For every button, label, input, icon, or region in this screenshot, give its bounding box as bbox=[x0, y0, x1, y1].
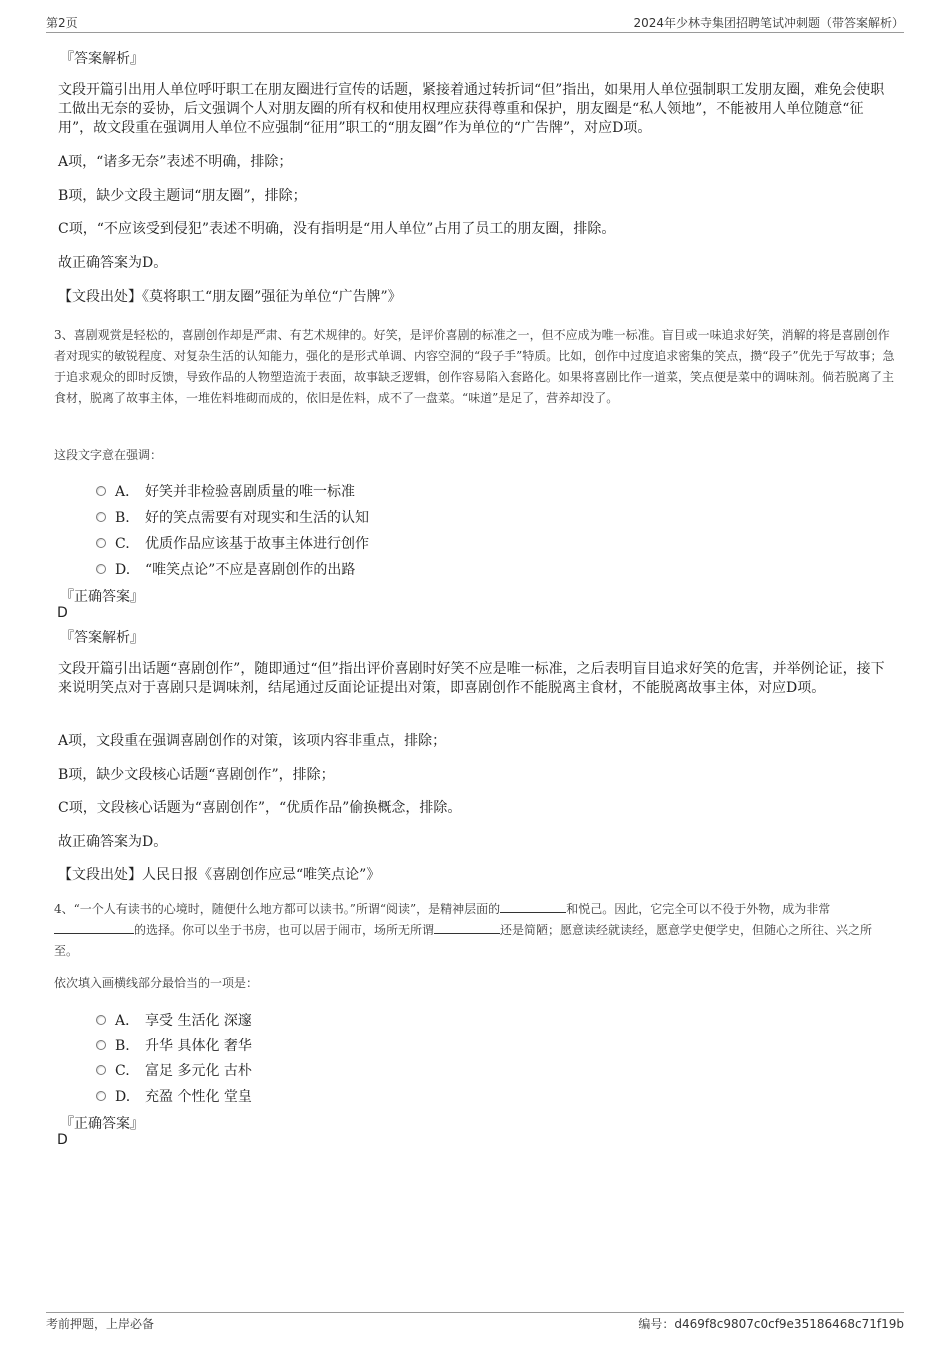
q2-option-b-analysis: B项，缺少文段主题词“朋友圈”，排除； bbox=[58, 188, 307, 204]
page-number: 第2页 bbox=[46, 16, 78, 30]
q4-passage-part2: 和悦己。因此，它完全可以不役于外物，成为非常 bbox=[566, 902, 831, 916]
option-letter: A． bbox=[115, 1013, 140, 1029]
fill-blank-3 bbox=[434, 921, 500, 934]
option-letter: D. bbox=[115, 1089, 131, 1105]
radio-icon[interactable] bbox=[96, 538, 106, 548]
q3-source: 【文段出处】人民日报《喜剧创作应忌“唯笑点论”》 bbox=[58, 867, 381, 883]
radio-icon[interactable] bbox=[96, 1040, 106, 1050]
q3-passage: 3、喜剧观赏是轻松的，喜剧创作却是严肃、有艺术规律的。好笑，是评价喜剧的标准之一，但不应成为唯一标准。盲目或一味追求好笑，消解的将是喜剧创作者对现实的敏锐程度、对复杂生活的认知能力，强化的是形式单调、内容空洞的“段子手”特质。比如，创作中过度追求密集的笑点，攒“段子”优先于写故事；急于追求观众的即时反馈，导致作品的人物塑造流于表面，故事缺乏逻辑，创作容易陷入套路化。如果将喜剧比作一道菜，笑点便是菜中的调味剂。倘若脱离了主食材，脱离了故事主体，一堆佐料堆砌而成的，依旧是佐料，成不了一盘菜。“味道”是足了，营养却没了。 bbox=[54, 328, 895, 405]
radio-icon[interactable] bbox=[96, 1065, 106, 1075]
q3-analysis-text: 文段开篇引出话题“喜剧创作”，随即通过“但”指出评价喜剧时好笑不应是唯一标准，之后表明盲目追求好笑的危害，并举例论证，接下来说明笑点对于喜剧只是调味剂，结尾通过反面论证提出对策，即喜剧创作不能脱离主食材，不能脱离故事主体，对应D项。 bbox=[58, 661, 885, 696]
q4-option-c[interactable] bbox=[96, 1060, 252, 1080]
q4-prompt: 依次填入画横线部分最恰当的一项是： bbox=[54, 976, 259, 990]
q3-option-a-analysis: A项，文段重在强调喜剧创作的对策，该项内容非重点，排除； bbox=[58, 733, 447, 749]
document-serial: 编号：d469f8c9807c0cf9e35186468c71f19b bbox=[638, 1317, 904, 1331]
option-letter: A． bbox=[115, 484, 140, 500]
fill-blank-1 bbox=[500, 900, 566, 913]
q2-conclusion: 故正确答案为D。 bbox=[58, 255, 168, 271]
page-header bbox=[46, 14, 904, 33]
q2-option-a-analysis: A项，“诸多无奈”表述不明确，排除； bbox=[58, 154, 293, 170]
option-text: “唯笑点论”不应是喜剧创作的出路 bbox=[145, 562, 356, 578]
q4-option-a[interactable] bbox=[96, 1010, 252, 1030]
option-text: 好笑并非检验喜剧质量的唯一标准 bbox=[145, 484, 355, 500]
footer-slogan: 考前押题，上岸必备 bbox=[46, 1317, 155, 1331]
option-letter: B. bbox=[115, 510, 130, 526]
radio-icon[interactable] bbox=[96, 1091, 106, 1101]
radio-icon[interactable] bbox=[96, 1015, 106, 1025]
radio-icon[interactable] bbox=[96, 512, 106, 522]
page-footer bbox=[46, 1312, 904, 1333]
q3-answer: D bbox=[57, 605, 68, 621]
document-title: 2024年少林寺集团招聘笔试冲刺题（带答案解析） bbox=[633, 16, 904, 30]
option-text: 优质作品应该基于故事主体进行创作 bbox=[145, 536, 369, 552]
q2-analysis-label: 『答案解析』 bbox=[60, 51, 144, 67]
q3-option-c[interactable] bbox=[96, 533, 369, 553]
q3-option-b-analysis: B项，缺少文段核心话题“喜剧创作”，排除； bbox=[58, 767, 335, 783]
q4-option-d[interactable] bbox=[96, 1086, 252, 1106]
q3-option-a[interactable] bbox=[96, 481, 355, 501]
q4-passage-part1: 4、“一个人有读书的心境时，随便什么地方都可以读书。”所谓“阅读”，是精神层面的 bbox=[54, 902, 501, 916]
option-text: 享受 生活化 深邃 bbox=[145, 1013, 252, 1029]
option-letter: B. bbox=[115, 1038, 130, 1054]
q2-source: 【文段出处】《莫将职工“朋友圈”强征为单位“广告牌”》 bbox=[58, 289, 402, 305]
option-text: 充盈 个性化 堂皇 bbox=[145, 1089, 252, 1105]
q3-option-c-analysis: C项，文段核心话题为“喜剧创作”，“优质作品”偷换概念，排除。 bbox=[58, 800, 462, 816]
option-letter: C. bbox=[115, 536, 130, 552]
q4-passage bbox=[54, 899, 896, 962]
q4-option-b[interactable] bbox=[96, 1035, 252, 1055]
option-text: 升华 具体化 奢华 bbox=[145, 1038, 252, 1054]
option-text: 好的笑点需要有对现实和生活的认知 bbox=[145, 510, 369, 526]
q2-analysis-text: 文段开篇引出用人单位呼吁职工在朋友圈进行宣传的话题，紧接着通过转折词“但”指出，如果用人单位强制职工发朋友圈，难免会使职工做出无奈的妥协，后文强调个人对朋友圈的所有权和使用权理应获得尊重和保护，朋友圈是“私人领地”，不能被用人单位随意“征用”，故文段重在强调用人单位不应强制“征用”职工的“朋友圈”作为单位的“广告牌”，对应D项。 bbox=[58, 82, 885, 136]
radio-icon[interactable] bbox=[96, 486, 106, 496]
q4-passage-part3: 的选择。你可以坐于书房，也可以居于闹市，场所无所谓 bbox=[134, 923, 435, 937]
q3-option-d[interactable] bbox=[96, 559, 355, 579]
q3-conclusion: 故正确答案为D。 bbox=[58, 834, 168, 850]
q3-prompt: 这段文字意在强调： bbox=[54, 448, 163, 462]
q4-answer-label: 『正确答案』 bbox=[60, 1116, 144, 1132]
q3-option-b[interactable] bbox=[96, 507, 369, 527]
radio-icon[interactable] bbox=[96, 564, 106, 574]
fill-blank-2 bbox=[54, 921, 134, 934]
q4-passage-part4: 还是简陋；愿意读经就读经，愿意学史便学史，但随心之所往、兴之所至。 bbox=[54, 923, 873, 958]
q4-answer: D bbox=[57, 1132, 68, 1148]
q2-option-c-analysis: C项，“不应该受到侵犯”表述不明确，没有指明是“用人单位”占用了员工的朋友圈，排除。 bbox=[58, 221, 616, 237]
option-letter: C. bbox=[115, 1063, 130, 1079]
q3-analysis-label: 『答案解析』 bbox=[60, 630, 144, 646]
q3-answer-label: 『正确答案』 bbox=[60, 589, 144, 605]
option-text: 富足 多元化 古朴 bbox=[145, 1063, 252, 1079]
option-letter: D. bbox=[115, 562, 131, 578]
